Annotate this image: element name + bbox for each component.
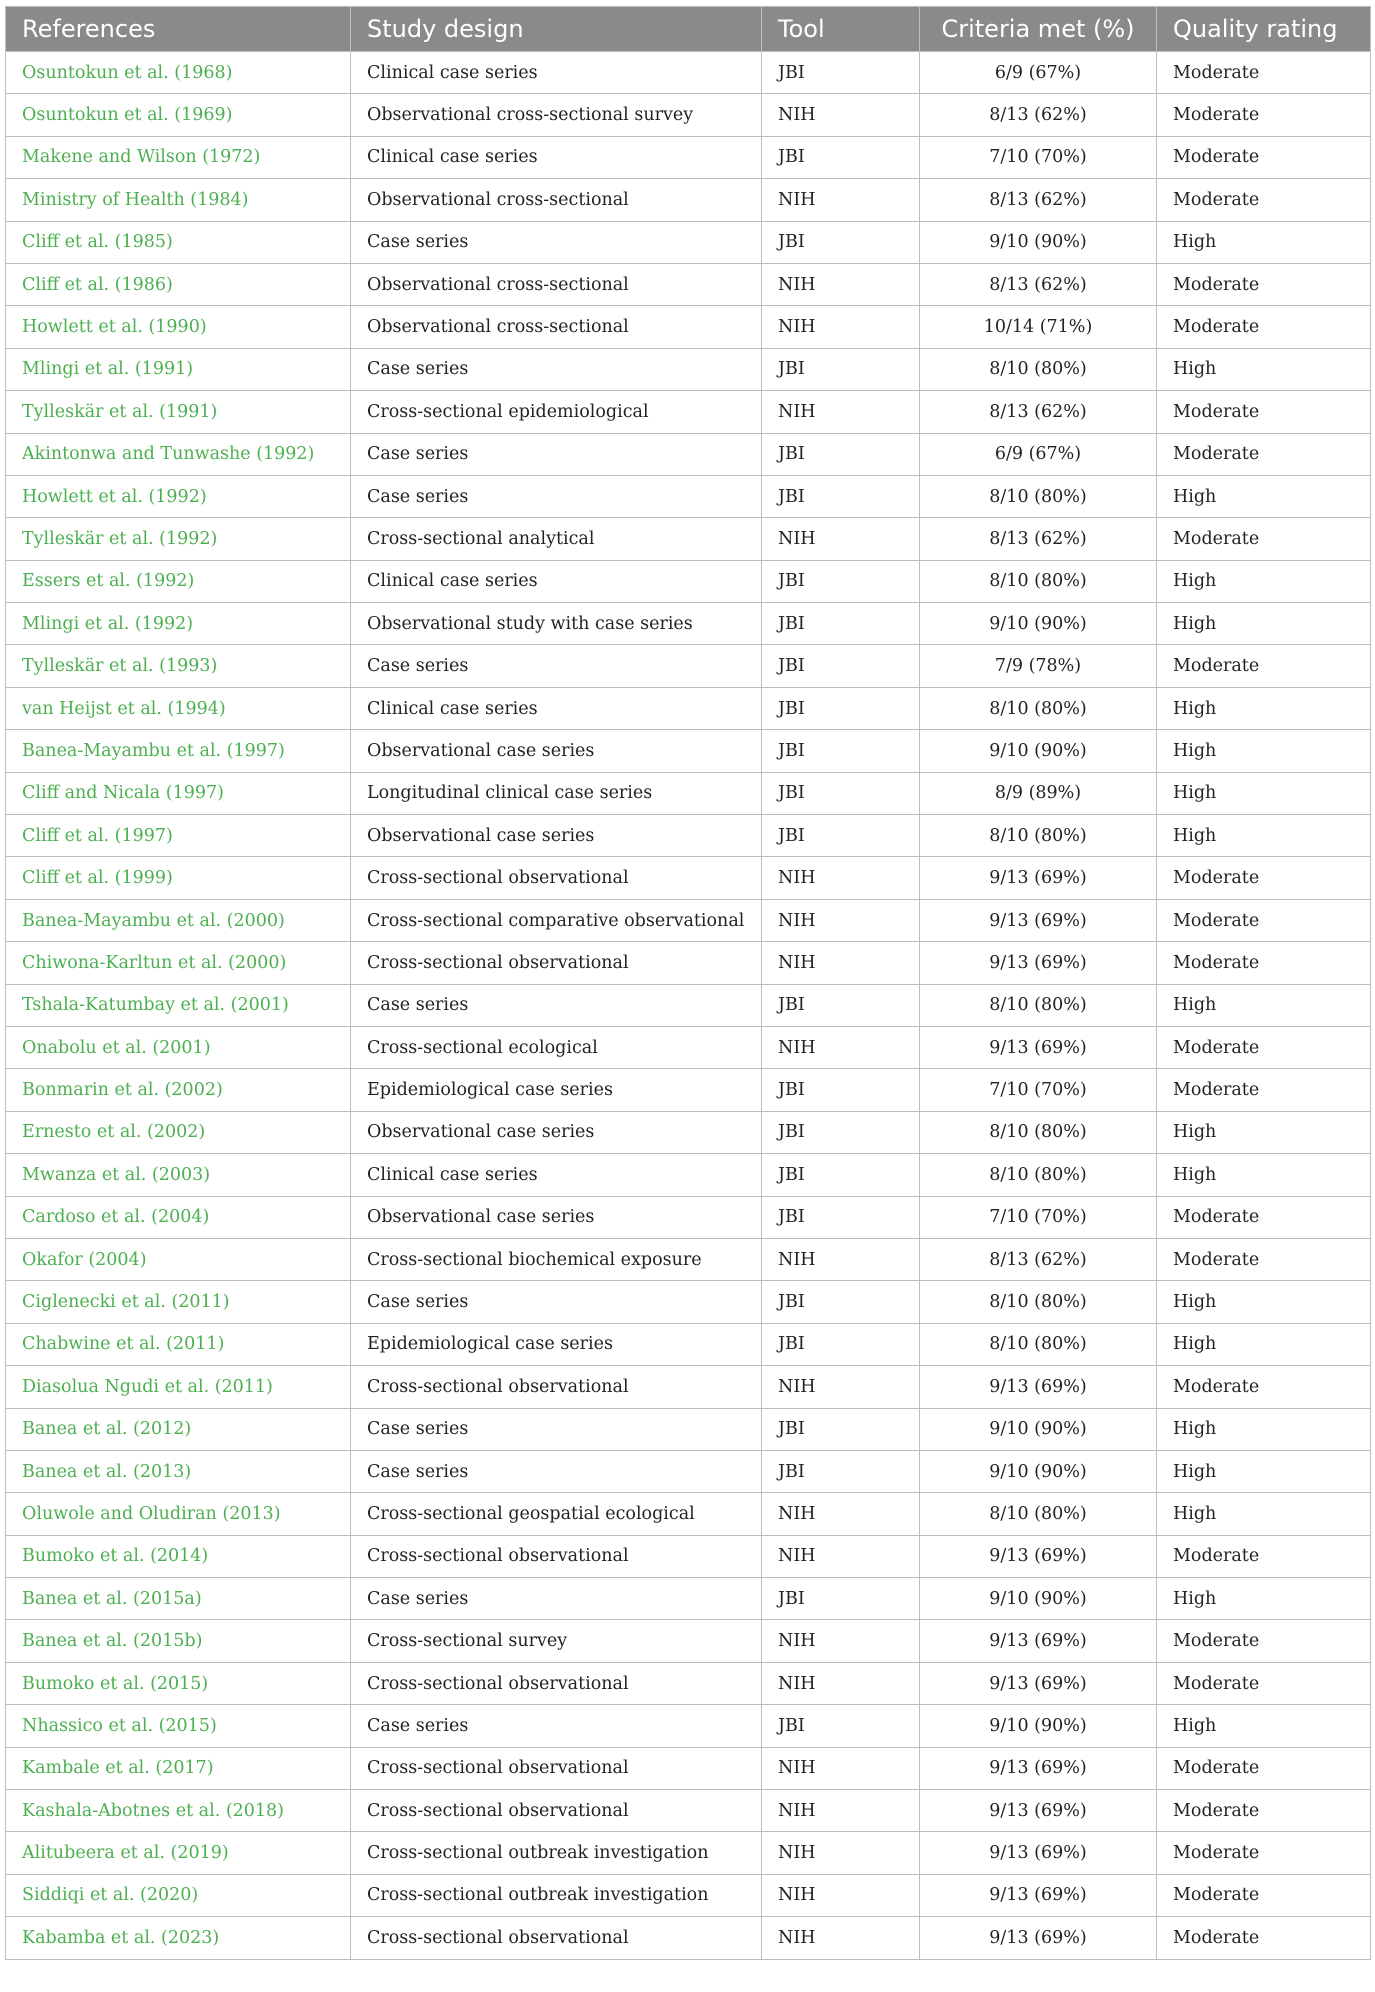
criteria-met-cell: 9/13 (69%): [920, 1832, 1157, 1874]
study-design-cell: Observational case series: [351, 730, 762, 772]
quality-rating-cell: Moderate: [1157, 136, 1371, 178]
study-design-cell: Cross-sectional observational: [351, 1366, 762, 1408]
tool-cell: JBI: [762, 221, 920, 263]
study-design-cell: Cross-sectional analytical: [351, 518, 762, 560]
tool-cell: NIH: [762, 1790, 920, 1832]
tool-cell: NIH: [762, 1493, 920, 1535]
reference-link[interactable]: Banea et al. (2012): [6, 1408, 351, 1450]
tool-cell: JBI: [762, 687, 920, 729]
quality-rating-cell: High: [1157, 772, 1371, 814]
criteria-met-cell: 9/13 (69%): [920, 1790, 1157, 1832]
criteria-met-cell: 9/13 (69%): [920, 1917, 1157, 1959]
reference-link[interactable]: Banea-Mayambu et al. (1997): [6, 730, 351, 772]
table-row: [6, 475, 1371, 517]
quality-rating-cell: Moderate: [1157, 1069, 1371, 1111]
study-design-cell: Clinical case series: [351, 560, 762, 602]
criteria-met-cell: 9/13 (69%): [920, 1874, 1157, 1916]
quality-rating-cell: High: [1157, 475, 1371, 517]
reference-link[interactable]: Ciglenecki et al. (2011): [6, 1281, 351, 1323]
table-row: [6, 1832, 1371, 1874]
study-design-cell: Case series: [351, 1408, 762, 1450]
study-design-cell: Cross-sectional survey: [351, 1620, 762, 1662]
reference-link[interactable]: Kabamba et al. (2023): [6, 1917, 351, 1959]
quality-rating-cell: Moderate: [1157, 857, 1371, 899]
table-row: [6, 1450, 1371, 1492]
reference-link[interactable]: Cliff and Nicala (1997): [6, 772, 351, 814]
study-design-cell: Clinical case series: [351, 687, 762, 729]
criteria-met-cell: 9/10 (90%): [920, 1578, 1157, 1620]
quality-rating-cell: High: [1157, 1408, 1371, 1450]
criteria-met-cell: 8/10 (80%): [920, 1154, 1157, 1196]
table-row: [6, 263, 1371, 305]
study-design-cell: Case series: [351, 1281, 762, 1323]
tool-cell: NIH: [762, 1620, 920, 1662]
tool-cell: NIH: [762, 1662, 920, 1704]
reference-link[interactable]: Howlett et al. (1992): [6, 475, 351, 517]
reference-link[interactable]: Chiwona-Karltun et al. (2000): [6, 942, 351, 984]
reference-link[interactable]: Ernesto et al. (2002): [6, 1111, 351, 1153]
table-row: [6, 306, 1371, 348]
header-tool: Tool: [762, 7, 920, 52]
quality-rating-cell: High: [1157, 1323, 1371, 1365]
study-design-cell: Longitudinal clinical case series: [351, 772, 762, 814]
criteria-met-cell: 9/13 (69%): [920, 1366, 1157, 1408]
tool-cell: JBI: [762, 1154, 920, 1196]
tool-cell: JBI: [762, 560, 920, 602]
criteria-met-cell: 8/10 (80%): [920, 1111, 1157, 1153]
criteria-met-cell: 8/10 (80%): [920, 815, 1157, 857]
study-design-cell: Observational cross-sectional: [351, 263, 762, 305]
quality-rating-cell: Moderate: [1157, 1790, 1371, 1832]
reference-link[interactable]: van Heijst et al. (1994): [6, 687, 351, 729]
table-row: [6, 179, 1371, 221]
criteria-met-cell: 7/9 (78%): [920, 645, 1157, 687]
study-design-cell: Cross-sectional comparative observational: [351, 899, 762, 941]
table-row: [6, 942, 1371, 984]
criteria-met-cell: 9/13 (69%): [920, 857, 1157, 899]
tool-cell: NIH: [762, 942, 920, 984]
table-row: [6, 518, 1371, 560]
study-design-cell: Observational study with case series: [351, 603, 762, 645]
study-design-cell: Case series: [351, 1705, 762, 1747]
tool-cell: JBI: [762, 772, 920, 814]
quality-rating-cell: Moderate: [1157, 942, 1371, 984]
tool-cell: JBI: [762, 1111, 920, 1153]
tool-cell: NIH: [762, 306, 920, 348]
reference-link[interactable]: Onabolu et al. (2001): [6, 1026, 351, 1068]
quality-rating-cell: Moderate: [1157, 1196, 1371, 1238]
tool-cell: NIH: [762, 899, 920, 941]
reference-link[interactable]: Oluwole and Oludiran (2013): [6, 1493, 351, 1535]
reference-link[interactable]: Akintonwa and Tunwashe (1992): [6, 433, 351, 475]
study-design-cell: Case series: [351, 1450, 762, 1492]
table-row: [6, 1535, 1371, 1577]
criteria-met-cell: 8/10 (80%): [920, 1493, 1157, 1535]
tool-cell: JBI: [762, 603, 920, 645]
quality-rating-cell: High: [1157, 1154, 1371, 1196]
reference-link[interactable]: Ministry of Health (1984): [6, 179, 351, 221]
criteria-met-cell: 9/13 (69%): [920, 1026, 1157, 1068]
tool-cell: JBI: [762, 645, 920, 687]
criteria-met-cell: 8/10 (80%): [920, 560, 1157, 602]
study-design-cell: Cross-sectional geospatial ecological: [351, 1493, 762, 1535]
reference-link[interactable]: Okafor (2004): [6, 1238, 351, 1280]
reference-link[interactable]: Mlingi et al. (1991): [6, 348, 351, 390]
reference-link[interactable]: Banea-Mayambu et al. (2000): [6, 899, 351, 941]
study-design-cell: Case series: [351, 348, 762, 390]
reference-link[interactable]: Nhassico et al. (2015): [6, 1705, 351, 1747]
quality-rating-cell: Moderate: [1157, 518, 1371, 560]
tool-cell: NIH: [762, 391, 920, 433]
reference-link[interactable]: Cliff et al. (1997): [6, 815, 351, 857]
quality-assessment-table: [5, 6, 1371, 1960]
table-row: [6, 1917, 1371, 1959]
reference-link[interactable]: Bonmarin et al. (2002): [6, 1069, 351, 1111]
criteria-met-cell: 8/13 (62%): [920, 263, 1157, 305]
criteria-met-cell: 8/10 (80%): [920, 348, 1157, 390]
tool-cell: NIH: [762, 857, 920, 899]
tool-cell: NIH: [762, 1747, 920, 1789]
study-design-cell: Clinical case series: [351, 136, 762, 178]
tool-cell: NIH: [762, 1366, 920, 1408]
study-design-cell: Cross-sectional observational: [351, 1917, 762, 1959]
tool-cell: JBI: [762, 1281, 920, 1323]
quality-rating-cell: High: [1157, 603, 1371, 645]
table-row: [6, 687, 1371, 729]
reference-link[interactable]: Cliff et al. (1985): [6, 221, 351, 263]
tool-cell: JBI: [762, 1408, 920, 1450]
study-design-cell: Observational cross-sectional: [351, 179, 762, 221]
table-row: [6, 1747, 1371, 1789]
table-row: [6, 1154, 1371, 1196]
table-row: [6, 433, 1371, 475]
reference-link[interactable]: Mwanza et al. (2003): [6, 1154, 351, 1196]
criteria-met-cell: 8/13 (62%): [920, 1238, 1157, 1280]
table-row: [6, 730, 1371, 772]
reference-link[interactable]: Banea et al. (2013): [6, 1450, 351, 1492]
study-design-cell: Observational case series: [351, 815, 762, 857]
study-design-cell: Observational cross-sectional survey: [351, 94, 762, 136]
reference-link[interactable]: Bumoko et al. (2014): [6, 1535, 351, 1577]
quality-rating-cell: Moderate: [1157, 645, 1371, 687]
tool-cell: NIH: [762, 1917, 920, 1959]
tool-cell: JBI: [762, 1578, 920, 1620]
tool-cell: JBI: [762, 984, 920, 1026]
table-row: [6, 815, 1371, 857]
tool-cell: JBI: [762, 348, 920, 390]
criteria-met-cell: 7/10 (70%): [920, 1196, 1157, 1238]
table-row: [6, 1111, 1371, 1153]
reference-link[interactable]: Cliff et al. (1986): [6, 263, 351, 305]
reference-link[interactable]: Tshala-Katumbay et al. (2001): [6, 984, 351, 1026]
tool-cell: NIH: [762, 1832, 920, 1874]
reference-link[interactable]: Osuntokun et al. (1969): [6, 94, 351, 136]
study-design-cell: Cross-sectional observational: [351, 857, 762, 899]
quality-rating-cell: High: [1157, 730, 1371, 772]
criteria-met-cell: 8/10 (80%): [920, 1281, 1157, 1323]
table-row: [6, 1705, 1371, 1747]
reference-link[interactable]: Banea et al. (2015b): [6, 1620, 351, 1662]
reference-link[interactable]: Tylleskär et al. (1992): [6, 518, 351, 560]
tool-cell: JBI: [762, 1323, 920, 1365]
study-design-cell: Epidemiological case series: [351, 1323, 762, 1365]
quality-rating-cell: Moderate: [1157, 391, 1371, 433]
tool-cell: JBI: [762, 475, 920, 517]
criteria-met-cell: 9/13 (69%): [920, 1620, 1157, 1662]
quality-rating-cell: Moderate: [1157, 306, 1371, 348]
reference-link[interactable]: Tylleskär et al. (1993): [6, 645, 351, 687]
quality-rating-cell: Moderate: [1157, 433, 1371, 475]
quality-rating-cell: Moderate: [1157, 1026, 1371, 1068]
study-design-cell: Cross-sectional observational: [351, 942, 762, 984]
tool-cell: NIH: [762, 518, 920, 560]
tool-cell: NIH: [762, 1026, 920, 1068]
quality-rating-cell: High: [1157, 815, 1371, 857]
criteria-met-cell: 9/10 (90%): [920, 221, 1157, 263]
reference-link[interactable]: Kambale et al. (2017): [6, 1747, 351, 1789]
table-row: [6, 1281, 1371, 1323]
quality-rating-cell: Moderate: [1157, 52, 1371, 94]
quality-rating-cell: High: [1157, 1705, 1371, 1747]
reference-link[interactable]: Osuntokun et al. (1968): [6, 52, 351, 94]
tool-cell: NIH: [762, 94, 920, 136]
reference-link[interactable]: Chabwine et al. (2011): [6, 1323, 351, 1365]
tool-cell: JBI: [762, 1069, 920, 1111]
table-row: [6, 1238, 1371, 1280]
quality-rating-cell: High: [1157, 1111, 1371, 1153]
table-row: [6, 1366, 1371, 1408]
study-design-cell: Case series: [351, 984, 762, 1026]
quality-rating-cell: Moderate: [1157, 1238, 1371, 1280]
criteria-met-cell: 9/13 (69%): [920, 1747, 1157, 1789]
table-row: [6, 1662, 1371, 1704]
criteria-met-cell: 9/10 (90%): [920, 1705, 1157, 1747]
table-row: [6, 857, 1371, 899]
tool-cell: JBI: [762, 815, 920, 857]
tool-cell: JBI: [762, 730, 920, 772]
table-row: [6, 1493, 1371, 1535]
tool-cell: JBI: [762, 1196, 920, 1238]
study-design-cell: Cross-sectional epidemiological: [351, 391, 762, 433]
criteria-met-cell: 8/13 (62%): [920, 391, 1157, 433]
reference-link[interactable]: Mlingi et al. (1992): [6, 603, 351, 645]
quality-rating-cell: High: [1157, 1578, 1371, 1620]
study-design-cell: Clinical case series: [351, 52, 762, 94]
criteria-met-cell: 9/13 (69%): [920, 1662, 1157, 1704]
table-row: [6, 1323, 1371, 1365]
study-design-cell: Cross-sectional observational: [351, 1662, 762, 1704]
study-design-cell: Case series: [351, 475, 762, 517]
reference-link[interactable]: Kashala-Abotnes et al. (2018): [6, 1790, 351, 1832]
reference-link[interactable]: Tylleskär et al. (1991): [6, 391, 351, 433]
header-row: [6, 7, 1371, 52]
header-criteria-met: Criteria met (%): [920, 7, 1157, 52]
study-design-cell: Cross-sectional observational: [351, 1747, 762, 1789]
quality-rating-cell: High: [1157, 1281, 1371, 1323]
study-design-cell: Observational case series: [351, 1111, 762, 1153]
criteria-met-cell: 7/10 (70%): [920, 136, 1157, 178]
criteria-met-cell: 8/13 (62%): [920, 94, 1157, 136]
quality-rating-cell: Moderate: [1157, 94, 1371, 136]
quality-rating-cell: Moderate: [1157, 1662, 1371, 1704]
reference-link[interactable]: Cardoso et al. (2004): [6, 1196, 351, 1238]
criteria-met-cell: 6/9 (67%): [920, 433, 1157, 475]
table-row: [6, 136, 1371, 178]
quality-rating-cell: Moderate: [1157, 1832, 1371, 1874]
header-references: References: [6, 7, 351, 52]
table-row: [6, 1620, 1371, 1662]
quality-rating-cell: High: [1157, 348, 1371, 390]
study-design-cell: Cross-sectional ecological: [351, 1026, 762, 1068]
criteria-met-cell: 9/13 (69%): [920, 1535, 1157, 1577]
criteria-met-cell: 9/10 (90%): [920, 1450, 1157, 1492]
study-design-cell: Cross-sectional outbreak investigation: [351, 1832, 762, 1874]
header-study-design: Study design: [351, 7, 762, 52]
reference-link[interactable]: Diasolua Ngudi et al. (2011): [6, 1366, 351, 1408]
quality-rating-cell: Moderate: [1157, 1366, 1371, 1408]
study-design-cell: Observational cross-sectional: [351, 306, 762, 348]
quality-rating-cell: Moderate: [1157, 1620, 1371, 1662]
table-row: [6, 1026, 1371, 1068]
quality-rating-cell: Moderate: [1157, 1747, 1371, 1789]
reference-link[interactable]: Makene and Wilson (1972): [6, 136, 351, 178]
tool-cell: JBI: [762, 1450, 920, 1492]
table-row: [6, 772, 1371, 814]
criteria-met-cell: 10/14 (71%): [920, 306, 1157, 348]
tool-cell: NIH: [762, 263, 920, 305]
criteria-met-cell: 7/10 (70%): [920, 1069, 1157, 1111]
criteria-met-cell: 9/10 (90%): [920, 730, 1157, 772]
table-row: [6, 94, 1371, 136]
table-row: [6, 603, 1371, 645]
table-row: [6, 984, 1371, 1026]
criteria-met-cell: 8/10 (80%): [920, 984, 1157, 1026]
reference-link[interactable]: Cliff et al. (1999): [6, 857, 351, 899]
criteria-met-cell: 9/10 (90%): [920, 1408, 1157, 1450]
study-design-cell: Case series: [351, 1578, 762, 1620]
criteria-met-cell: 8/13 (62%): [920, 179, 1157, 221]
study-design-cell: Cross-sectional outbreak investigation: [351, 1874, 762, 1916]
quality-rating-cell: Moderate: [1157, 899, 1371, 941]
table-row: [6, 221, 1371, 263]
study-design-cell: Epidemiological case series: [351, 1069, 762, 1111]
criteria-met-cell: 8/13 (62%): [920, 518, 1157, 560]
reference-link[interactable]: Howlett et al. (1990): [6, 306, 351, 348]
tool-cell: JBI: [762, 52, 920, 94]
tool-cell: NIH: [762, 179, 920, 221]
table-row: [6, 899, 1371, 941]
table-body: [6, 52, 1371, 1960]
table-row: [6, 645, 1371, 687]
table-row: [6, 52, 1371, 94]
tool-cell: NIH: [762, 1874, 920, 1916]
study-design-cell: Case series: [351, 645, 762, 687]
table-row: [6, 391, 1371, 433]
study-design-cell: Clinical case series: [351, 1154, 762, 1196]
header-quality-rating: Quality rating: [1157, 7, 1371, 52]
reference-link[interactable]: Essers et al. (1992): [6, 560, 351, 602]
reference-link[interactable]: Alitubeera et al. (2019): [6, 1832, 351, 1874]
table-row: [6, 1196, 1371, 1238]
quality-rating-cell: Moderate: [1157, 1874, 1371, 1916]
quality-rating-cell: High: [1157, 687, 1371, 729]
tool-cell: JBI: [762, 136, 920, 178]
study-design-cell: Cross-sectional observational: [351, 1790, 762, 1832]
reference-link[interactable]: Siddiqi et al. (2020): [6, 1874, 351, 1916]
tool-cell: JBI: [762, 1705, 920, 1747]
study-design-cell: Case series: [351, 433, 762, 475]
criteria-met-cell: 8/10 (80%): [920, 687, 1157, 729]
table-row: [6, 1408, 1371, 1450]
table-row: [6, 348, 1371, 390]
criteria-met-cell: 6/9 (67%): [920, 52, 1157, 94]
quality-rating-cell: High: [1157, 984, 1371, 1026]
table-header: [6, 7, 1371, 52]
tool-cell: NIH: [762, 1535, 920, 1577]
reference-link[interactable]: Banea et al. (2015a): [6, 1578, 351, 1620]
study-design-cell: Cross-sectional biochemical exposure: [351, 1238, 762, 1280]
quality-rating-cell: High: [1157, 1450, 1371, 1492]
quality-rating-cell: High: [1157, 560, 1371, 602]
study-design-cell: Cross-sectional observational: [351, 1535, 762, 1577]
quality-rating-cell: High: [1157, 221, 1371, 263]
reference-link[interactable]: Bumoko et al. (2015): [6, 1662, 351, 1704]
table-row: [6, 1790, 1371, 1832]
table-row: [6, 1578, 1371, 1620]
table-row: [6, 1874, 1371, 1916]
criteria-met-cell: 9/10 (90%): [920, 603, 1157, 645]
tool-cell: JBI: [762, 433, 920, 475]
quality-rating-cell: Moderate: [1157, 263, 1371, 305]
tool-cell: NIH: [762, 1238, 920, 1280]
criteria-met-cell: 9/13 (69%): [920, 942, 1157, 984]
quality-rating-cell: High: [1157, 1493, 1371, 1535]
table-row: [6, 560, 1371, 602]
quality-rating-cell: Moderate: [1157, 1535, 1371, 1577]
study-design-cell: Observational case series: [351, 1196, 762, 1238]
criteria-met-cell: 8/10 (80%): [920, 475, 1157, 517]
criteria-met-cell: 8/10 (80%): [920, 1323, 1157, 1365]
table-row: [6, 1069, 1371, 1111]
quality-rating-cell: Moderate: [1157, 179, 1371, 221]
criteria-met-cell: 9/13 (69%): [920, 899, 1157, 941]
quality-rating-cell: Moderate: [1157, 1917, 1371, 1959]
criteria-met-cell: 8/9 (89%): [920, 772, 1157, 814]
study-design-cell: Case series: [351, 221, 762, 263]
